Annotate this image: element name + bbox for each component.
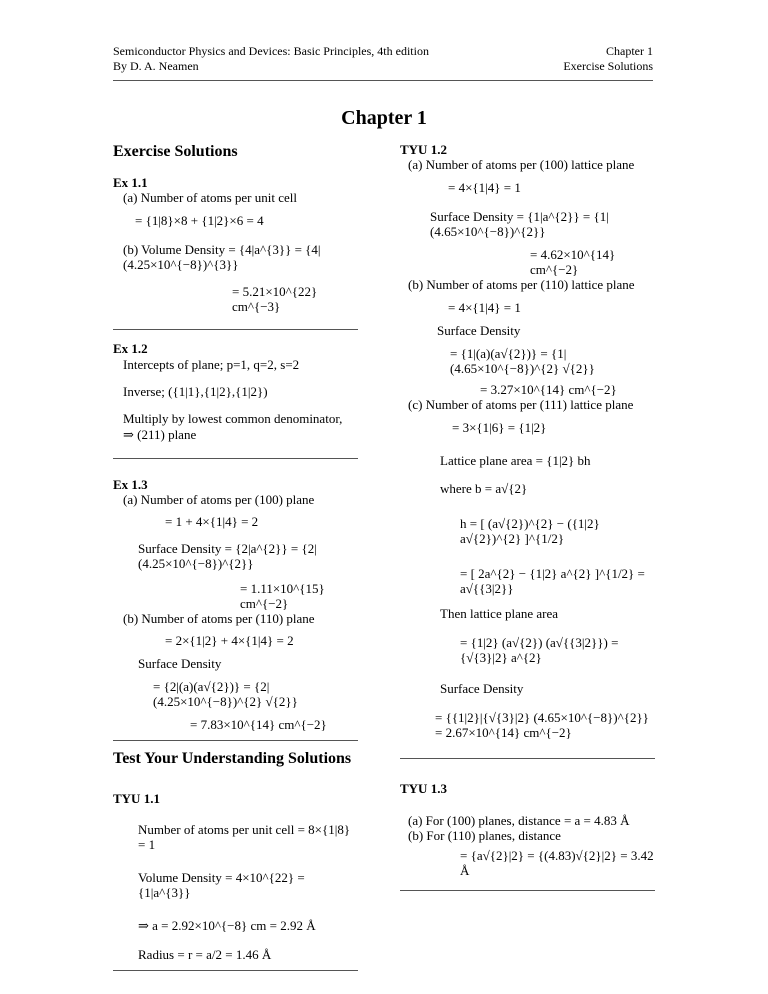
chapter-label: Chapter 1 [606,44,653,58]
equation: Number of atoms per unit cell = 8×{1|8} = 1 [138,822,351,852]
divider [113,970,358,971]
text-line: Surface Density [138,656,222,671]
equation: = {1|2} (a√{2}) (a√{{3|2}}) = {√{3}|2} a^{2} [460,635,619,665]
page-title: Chapter 1 [341,107,427,129]
right-column [400,142,655,891]
text-line: Multiply by lowest common denominator, [123,411,343,426]
equation: = {{1|2}|{√{3}|2} (4.65×10^{−8})^{2}} = 2.67×10^{14} cm^{−2} [435,710,649,740]
problem-label: Ex 1.3 [113,477,148,492]
equation: Radius = r = a/2 = 1.46 Å [138,947,272,962]
equation: = 2×{1|2} + 4×{1|4} = 2 [165,633,294,648]
equation: = 4.62×10^{14} cm^{−2} [530,247,616,277]
text-line: (a) Number of atoms per (100) lattice plane [408,157,635,172]
divider [113,329,358,330]
equation: Inverse; ({1|1},{1|2},{1|2}) [123,384,268,399]
section-heading: Test Your Understanding Solutions [113,750,352,767]
text-line: (b) For (110) planes, distance [408,828,561,843]
divider [400,758,655,759]
equation: = 7.83×10^{14} cm^{−2} [190,717,327,732]
equation: = {1|8}×8 + {1|2}×6 = 4 [135,213,264,228]
equation: Volume Density = 4×10^{22} = {1|a^{3}} [138,870,305,900]
problem-label: Ex 1.2 [113,341,148,356]
equation: = 1 + 4×{1|4} = 2 [165,514,259,529]
equation: (a) For (100) planes, distance = a = 4.83 Å [408,813,630,828]
section-heading: Exercise Solutions [113,143,238,160]
divider [113,740,358,741]
equation: = 5.21×10^{22} cm^{−3} [232,284,318,314]
equation: h = [ (a√{2})^{2} − ({1|2} a√{2})^{2} ]^{1/2} [460,516,600,546]
text-line: Surface Density [440,681,524,696]
text-line: ⇒ (211) plane [123,427,197,442]
equation: Surface Density = {1|a^{2}} = {1|(4.65×10^{−8})^{2}} [430,209,609,239]
equation: Lattice plane area = {1|2} bh [440,453,591,468]
equation: = 4×{1|4} = 1 [448,180,521,195]
text-line: (a) Number of atoms per (100) plane [123,492,315,507]
text-line: Then lattice plane area [440,606,559,621]
equation: (b) Volume Density = {4|a^{3}} = {4|(4.25×10^{−8})^{3}} [123,242,321,272]
text-line: (c) Number of atoms per (111) lattice plane [408,397,634,412]
text-line: Intercepts of plane; p=1, q=2, s=2 [123,357,300,372]
author: By D. A. Neamen [113,59,199,73]
section-label: Exercise Solutions [563,59,653,73]
text-line: (b) Number of atoms per (110) lattice plane [408,277,635,292]
divider [400,890,655,891]
text-line: (b) Number of atoms per (110) plane [123,611,315,626]
equation: = 1.11×10^{15} cm^{−2} [240,581,325,611]
header-left [113,44,429,74]
equation: = {a√{2}|2} = {(4.83)√{2}|2} = 3.42 Å [460,848,654,878]
equation: = 4×{1|4} = 1 [448,300,521,315]
divider [113,458,358,459]
text-line: (a) Number of atoms per unit cell [123,190,297,205]
header-rule [113,80,653,81]
text-line: Surface Density [437,323,521,338]
equation: where b = a√{2} [440,481,528,496]
equation: = {1|(a)(a√{2})} = {1|(4.65×10^{−8})^{2} √{2}} [450,346,595,376]
book-title: Semiconductor Physics and Devices: Basic Principles, 4th edition [113,44,429,58]
equation: = [ 2a^{2} − {1|2} a^{2} ]^{1/2} = a√{{3|2}} [460,566,645,596]
problem-label: Ex 1.1 [113,175,148,190]
equation: Surface Density = {2|a^{2}} = {2|(4.25×10^{−8})^{2}} [138,541,317,571]
equation: = 3.27×10^{14} cm^{−2} [480,382,617,397]
problem-label: TYU 1.2 [400,142,447,157]
equation: ⇒ a = 2.92×10^{−8} cm = 2.92 Å [138,918,316,933]
problem-label: TYU 1.3 [400,781,447,796]
problem-label: TYU 1.1 [113,791,160,806]
equation: = {2|(a)(a√{2})} = {2|(4.25×10^{−8})^{2} √{2}} [153,679,298,709]
left-column [113,142,358,971]
equation: = 3×{1|6} = {1|2} [452,420,547,435]
header-right [563,44,653,74]
